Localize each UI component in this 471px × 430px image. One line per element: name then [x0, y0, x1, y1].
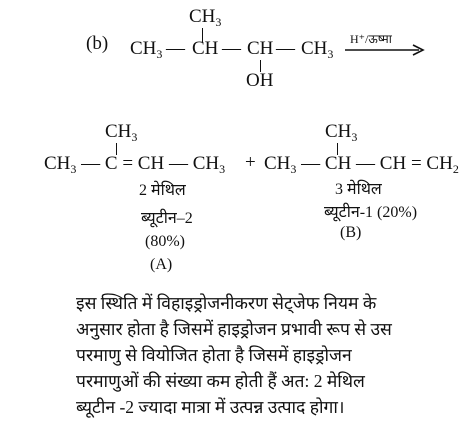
reactant-bond-2: —: [222, 38, 241, 59]
product-b-name-line1: 3 मेथिल: [335, 181, 382, 198]
reactant-methyl-group: $CH_3$: [189, 6, 222, 29]
reactant-bond-1: —: [166, 38, 185, 59]
explanation-line: अनुसार होता है जिसमें हाइड्रोजन प्रभावी रूप से उस: [76, 319, 392, 339]
reactant-ch3-left: $CH_3$: [130, 38, 163, 61]
reactant-bond-3: —: [276, 38, 295, 59]
product-a-formula: $CH_3$ — C = CH — $CH_3$: [44, 153, 226, 176]
explanation-line: इस स्थिति में विहाइड्रोजनीकरण सेट्जेफ नियम के: [76, 293, 377, 313]
reactant-ch3-right: $CH_3$: [301, 38, 334, 61]
product-a-label: (A): [150, 256, 173, 273]
product-b-label: (B): [340, 224, 362, 241]
reaction-condition: H⁺/ऊष्मा: [350, 32, 392, 46]
plus-sign: +: [245, 152, 256, 173]
explanation-line: परमाणुओं की संख्या कम होती हैं अत: 2 मेथिल: [76, 371, 365, 391]
product-b-methyl-group: $CH_3$: [325, 121, 358, 144]
reactant-ch-1: CH: [192, 38, 219, 59]
reaction-arrow: [345, 43, 427, 57]
explanation-paragraph: [76, 290, 392, 420]
reactant-hydroxyl: OH: [246, 70, 274, 91]
reactant-ch-2: CH: [247, 38, 274, 59]
product-b-name-line2: ब्यूटीन-1 (20%): [324, 204, 418, 221]
part-label: (b): [86, 33, 109, 54]
product-a-methyl-group: $CH_3$: [105, 121, 138, 144]
product-a-percent: (80%): [145, 233, 185, 250]
explanation-line: परमाणु से वियोजित होता है जिसमें हाइड्रोजन: [76, 345, 352, 365]
explanation-line: ब्यूटीन -2 ज्यादा मात्रा में उत्पन्न उत्पाद होगा।: [76, 397, 345, 417]
product-a-name-line2: ब्यूटीन–2: [141, 210, 193, 227]
product-b-formula: $CH_3$ — CH — CH = $CH_2$: [264, 153, 459, 176]
product-a-name-line1: 2 मेथिल: [139, 182, 186, 199]
